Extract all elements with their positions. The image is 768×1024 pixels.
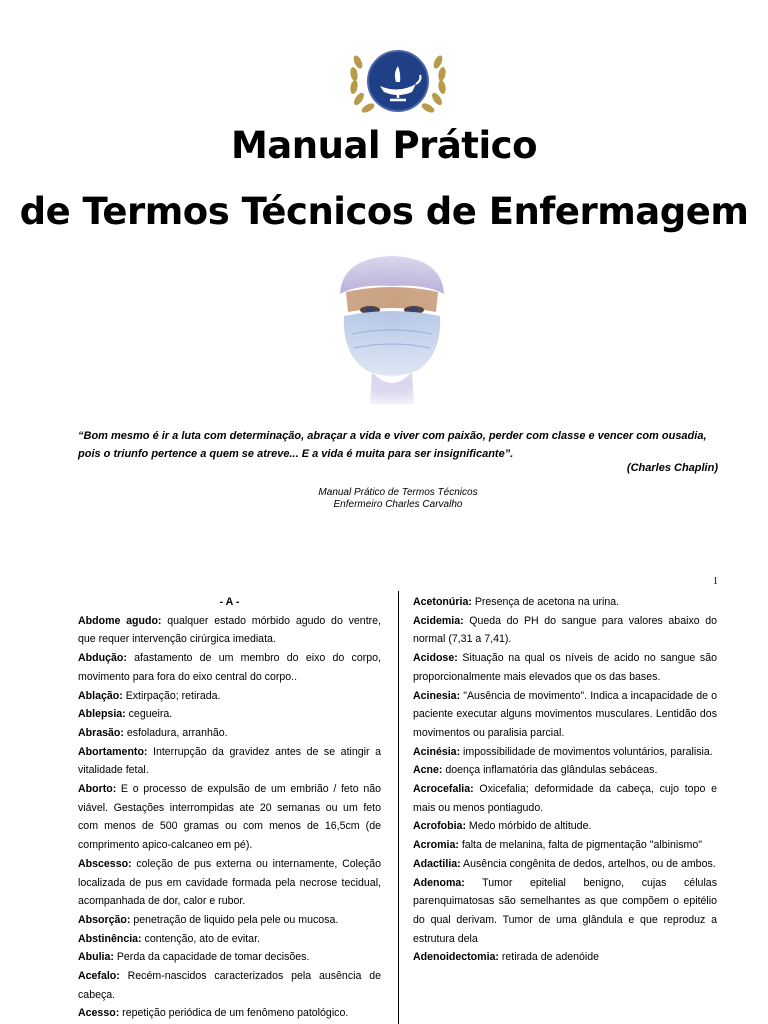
masked-nurse-illustration — [322, 254, 462, 406]
glossary-column-left — [78, 593, 381, 1023]
glossary-term: Acne: — [413, 764, 443, 777]
glossary-definition: Perda da capacidade de tomar decisões. — [113, 951, 310, 964]
glossary-term: Aborto: — [78, 783, 117, 796]
document-title-line-2: de Termos Técnicos de Enfermagem — [19, 190, 749, 233]
glossary-entry — [78, 855, 381, 911]
glossary-term: Acinésia: — [413, 745, 461, 758]
glossary-entry — [413, 836, 717, 855]
glossary-definition: doença inflamatória das glândulas sebáceas. — [442, 764, 658, 777]
glossary-term: Ablepsia: — [78, 708, 126, 721]
glossary-entry — [413, 687, 717, 743]
glossary-term: Abortamento: — [78, 745, 148, 758]
glossary-entry — [78, 911, 381, 930]
glossary-definition: Ausência congênita de dedos, artelhos, ou de ambos. — [460, 857, 716, 870]
glossary-entry — [78, 743, 381, 780]
glossary-term: Abdome agudo: — [78, 614, 162, 627]
glossary-term: Acrofobia: — [413, 820, 466, 833]
nursing-emblem-logo-icon — [346, 48, 450, 118]
glossary-entry — [413, 593, 717, 612]
document-credits — [0, 487, 768, 511]
glossary-term: Acidemia: — [413, 614, 464, 627]
glossary-term: Acrocefalia: — [413, 783, 474, 796]
glossary-definition: qualquer estado mórbido agudo do ventre, que requer intervenção cirúrgica imediata. — [78, 614, 381, 646]
glossary-definition: E o processo de expulsão de um embrião / feto não viável. Gestações interrompidas ate 20 semanas ou um feto com menos de 500 gramas ou com menos de 16,5cm (de comprimento apico-calcaneo em pé). — [78, 783, 381, 852]
glossary-entry — [413, 761, 717, 780]
glossary-term: Adactilia: — [413, 857, 461, 870]
glossary-definition: cegueira. — [125, 708, 173, 721]
glossary-entry — [78, 612, 381, 649]
epigraph-quote: “Bom mesmo é ir a luta com determinação, abraçar a vida e viver com paixão, perder com classe e vencer com ousadia, pois o triunfo pertence a quem se atreve... E a vida é muita para ser insignificante”. — [78, 430, 707, 460]
glossary-entry — [78, 649, 381, 686]
glossary-term: Acromia: — [413, 839, 459, 852]
glossary-entry — [78, 705, 381, 724]
glossary-definition: Presença de acetona na urina. — [471, 596, 620, 608]
glossary-definition: afastamento de um membro do eixo do corpo, movimento para fora do eixo central do corpo.. — [78, 652, 381, 683]
glossary-definition: repetição periódica de um fenômeno patológico. — [119, 1007, 349, 1020]
glossary-definition: Oxicefalia; deformidade da cabeça, cujo topo e mais ou menos pontiagudo. — [413, 783, 717, 814]
glossary-entry — [78, 724, 381, 743]
glossary-term: Adenoidectomia: — [413, 951, 499, 964]
glossary-definition: Queda do PH do sangue para valores abaixo do normal (7,31 a 7,41). — [413, 614, 717, 646]
document-title-line-1: Manual Prático — [230, 124, 538, 167]
glossary-term: Abrasão: — [78, 726, 124, 739]
glossary-definition: falta de melanina, falta de pigmentação "albinismo" — [458, 839, 703, 852]
glossary-term: Ablação: — [78, 689, 123, 702]
glossary-term: Abdução: — [78, 652, 127, 665]
glossary-definition: Extirpação; retirada. — [122, 689, 221, 702]
glossary-definition: Recém-nascidos caracterizados pela ausência de cabeça. — [78, 970, 381, 1001]
glossary-entry — [78, 948, 381, 967]
glossary-definition: esfoladura, arranhão. — [123, 726, 228, 739]
glossary-entry — [78, 930, 381, 949]
glossary-term: Absorção: — [78, 913, 131, 926]
quote-author: (Charles Chaplin) — [626, 462, 718, 474]
glossary-entry — [78, 780, 381, 855]
glossary-definition: penetração de liquido pela pele ou mucosa. — [130, 913, 339, 926]
glossary-definition: "Ausência de movimento". Indica a incapacidade de o paciente executar alguns movimentos musculares. Lentidão dos movimentos ou paralisia parcial. — [413, 689, 717, 739]
glossary-entry — [413, 874, 717, 949]
glossary-column-right — [413, 593, 717, 967]
glossary-definition: Medo mórbido de altitude. — [465, 820, 592, 833]
section-letter: - A - — [219, 596, 240, 608]
glossary-entry — [78, 687, 381, 706]
glossary-entry — [413, 612, 717, 649]
glossary-entry — [413, 649, 717, 686]
glossary-term: Acinesia: — [413, 689, 461, 702]
page-number: 1 — [713, 576, 718, 587]
glossary-definition: retirada de adenóide — [498, 951, 600, 964]
glossary-term: Acidose: — [413, 652, 458, 665]
credits-author: Enfermeiro Charles Carvalho — [333, 499, 463, 510]
glossary-term: Abstinência: — [78, 932, 142, 945]
glossary-entry — [78, 1004, 381, 1023]
glossary-entry — [413, 780, 717, 817]
glossary-term: Acesso: — [78, 1007, 120, 1020]
glossary-definition: Tumor epitelial benigno, cujas células parenquimatosas são semelhantes as que compõem o epitélio do qual derivam. Tumor de uma glândula e que reproduz a estrutura dela — [413, 876, 717, 945]
glossary-term: Acetonúria: — [413, 596, 472, 608]
glossary-entry — [413, 855, 717, 874]
glossary-term: Adenoma: — [413, 876, 465, 889]
glossary-term: Abulia: — [78, 951, 114, 964]
glossary-term: Acefalo: — [78, 970, 120, 983]
glossary-definition: coleção de pus externa ou internamente, Coleção localizada de pus em cavidade formada pela necrose tecidual, acompanhada de dor, calor e rubor. — [78, 857, 381, 908]
column-divider — [398, 591, 399, 1024]
glossary-entry — [413, 743, 717, 762]
glossary-definition: contenção, ato de evitar. — [141, 932, 260, 945]
glossary-definition: Interrupção da gravidez antes de se atingir a vitalidade fetal. — [78, 745, 381, 777]
glossary-entry — [78, 967, 381, 1004]
glossary-definition: impossibilidade de movimentos voluntários, paralisia. — [460, 745, 713, 758]
glossary-entry — [413, 948, 717, 967]
credits-title: Manual Prático de Termos Técnicos — [318, 487, 478, 498]
glossary-term: Abscesso: — [78, 857, 132, 870]
glossary-entry — [413, 817, 717, 836]
glossary-definition: Situação na qual os níveis de acido no sangue são proporcionalmente mais elevados que os das bases. — [413, 652, 717, 683]
